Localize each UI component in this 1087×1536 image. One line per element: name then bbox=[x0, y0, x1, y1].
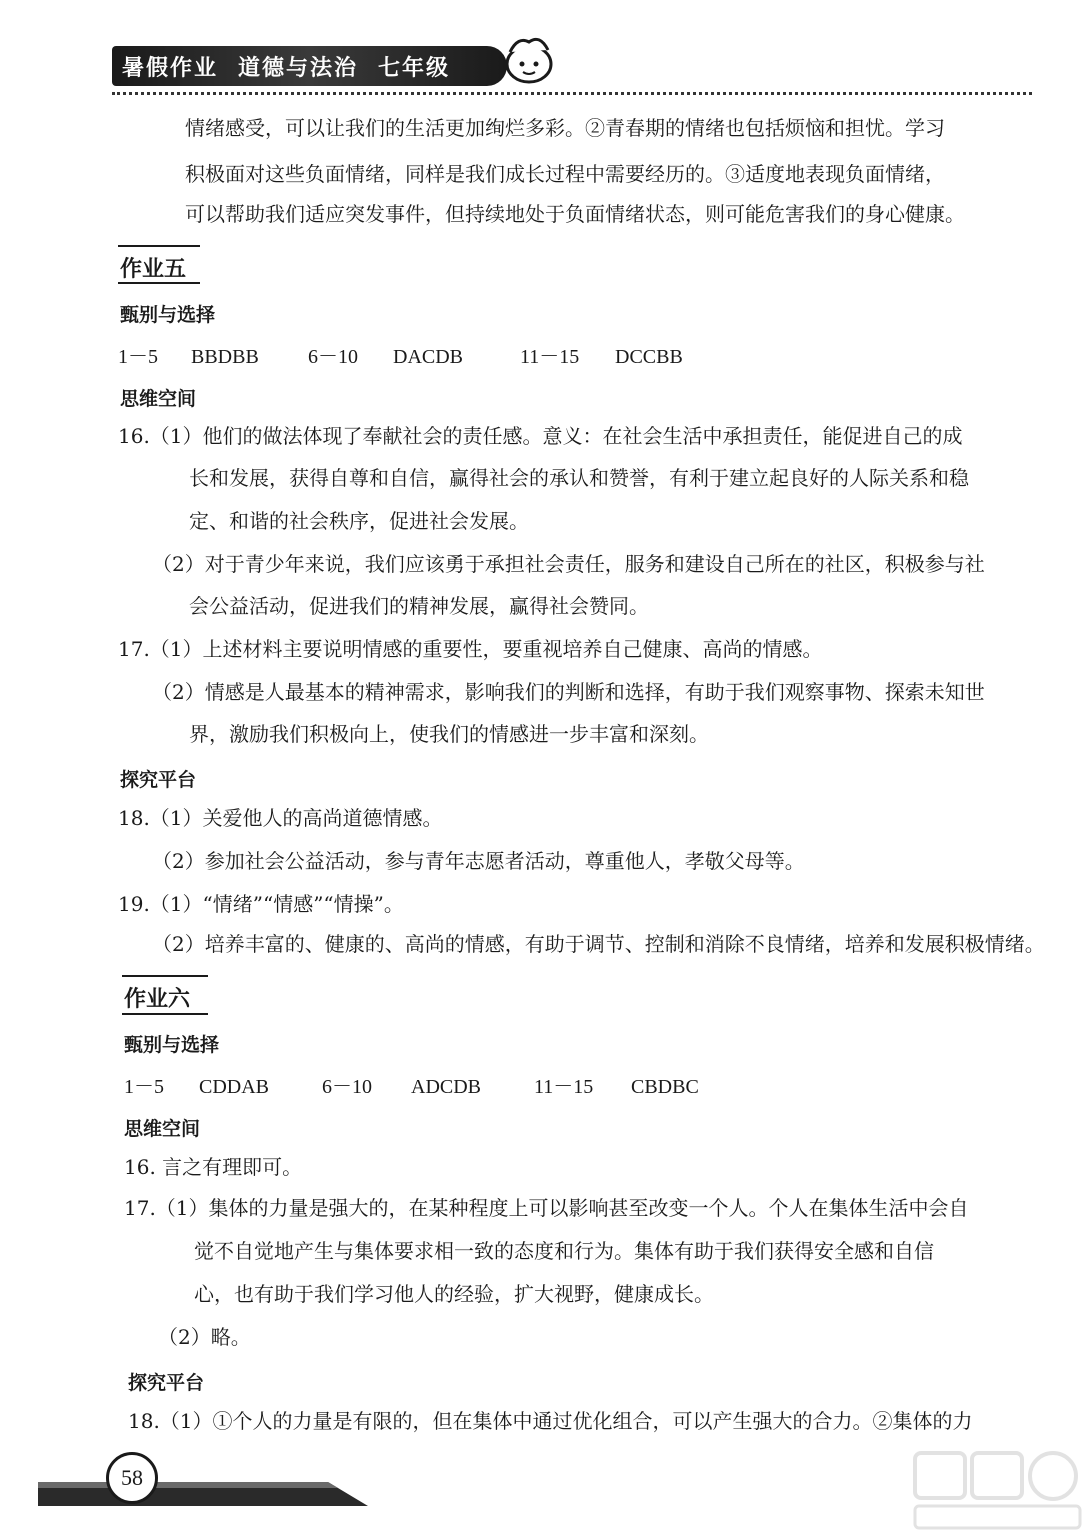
grade-title: 七年级 bbox=[378, 54, 451, 81]
hw5-rule-top bbox=[118, 245, 200, 247]
hw6-q17-1a: 17.（1）集体的力量是强大的，在某种程度上可以影响甚至改变一个人。个人在集体生活中会自 bbox=[124, 1196, 969, 1220]
hw6-answer-3: CBDBC bbox=[631, 1076, 699, 1098]
hw6-q17-2: （2）略。 bbox=[158, 1325, 251, 1349]
hw5-range-1: 1－5 bbox=[118, 346, 158, 368]
hw6-range-3: 11－15 bbox=[534, 1076, 594, 1098]
hw5-choice-heading: 甄别与选择 bbox=[120, 304, 216, 326]
hw6-q16: 16. 言之有理即可。 bbox=[124, 1155, 303, 1179]
hw5-answer-1: BBDBB bbox=[191, 346, 259, 368]
footer-bar bbox=[38, 1468, 368, 1510]
hw6-explore-heading: 探究平台 bbox=[128, 1372, 205, 1394]
hw6-rule-top bbox=[122, 975, 208, 977]
mascot-icon bbox=[500, 30, 558, 88]
hw5-q16-2b: 会公益活动，促进我们的精神发展，赢得社会赞同。 bbox=[189, 594, 649, 618]
hw5-thinking-heading: 思维空间 bbox=[120, 388, 197, 410]
hw5-q17-2a: （2）情感是人最基本的精神需求，影响我们的判断和选择，有助于我们观察事物、探索未知世 bbox=[152, 680, 985, 704]
hw5-answer-2: DACDB bbox=[393, 346, 464, 368]
header-banner bbox=[112, 46, 507, 86]
hw6-choice-answers bbox=[124, 1070, 699, 1099]
hw6-range-1: 1－5 bbox=[124, 1076, 164, 1098]
hw5-rule-bottom bbox=[118, 282, 200, 284]
hw6-rule-bottom bbox=[122, 1013, 208, 1015]
hw6-answer-2: ADCDB bbox=[411, 1076, 482, 1098]
hw5-q18-1: 18.（1）关爱他人的高尚道德情感。 bbox=[118, 806, 443, 830]
hw5-choice-answers bbox=[118, 340, 683, 369]
hw6-range-2: 6－10 bbox=[322, 1076, 372, 1098]
hw5-q16-1b: 长和发展，获得自尊和自信，赢得社会的承认和赞誉，有利于建立起良好的人际关系和稳 bbox=[189, 466, 969, 490]
carryover-line-2: 积极面对这些负面情绪，同样是我们成长过程中需要经历的。③适度地表现负面情绪， bbox=[185, 162, 945, 186]
hw5-q19-2: （2）培养丰富的、健康的、高尚的情感，有助于调节、控制和消除不良情绪，培养和发展积极情绪。 bbox=[152, 932, 1045, 956]
hw5-q16-2a: （2）对于青少年来说，我们应该勇于承担社会责任，服务和建设自己所在的社区，积极参与社 bbox=[152, 552, 985, 576]
page-number: 58 bbox=[106, 1452, 158, 1504]
hw5-q16-1c: 定、和谐的社会秩序，促进社会发展。 bbox=[189, 509, 529, 533]
hw5-q16-1a: 16.（1）他们的做法体现了奉献社会的责任感。意义：在社会生活中承担责任，能促进自己的成 bbox=[118, 424, 963, 448]
watermark-logo-icon bbox=[910, 1448, 1085, 1533]
hw5-q18-2: （2）参加社会公益活动，参与青年志愿者活动，尊重他人，孝敬父母等。 bbox=[152, 849, 805, 873]
hw6-answer-1: CDDAB bbox=[199, 1076, 270, 1098]
hw5-q19-1: 19.（1）“情绪”“情感”“情操”。 bbox=[118, 892, 404, 916]
carryover-line-1: 情绪感受，可以让我们的生活更加绚烂多彩。②青春期的情绪也包括烦恼和担忧。学习 bbox=[185, 116, 945, 140]
hw6-q17-1c: 心，也有助于我们学习他人的经验，扩大视野，健康成长。 bbox=[194, 1282, 714, 1306]
header-divider bbox=[112, 92, 1032, 95]
hw5-range-2: 6－10 bbox=[308, 346, 358, 368]
hw6-thinking-heading: 思维空间 bbox=[124, 1118, 201, 1140]
series-title: 暑假作业 bbox=[122, 54, 219, 81]
hw5-range-3: 11－15 bbox=[520, 346, 580, 368]
hw5-title: 作业五 bbox=[120, 257, 187, 282]
hw5-q17-2b: 界，激励我们积极向上，使我们的情感进一步丰富和深刻。 bbox=[189, 722, 709, 746]
hw5-answer-3: DCCBB bbox=[615, 346, 683, 368]
hw5-q17-1: 17.（1）上述材料主要说明情感的重要性，要重视培养自己健康、高尚的情感。 bbox=[118, 637, 823, 661]
hw6-q18-1: 18.（1）①个人的力量是有限的，但在集体中通过优化组合，可以产生强大的合力。②集体的力 bbox=[128, 1409, 973, 1433]
hw5-explore-heading: 探究平台 bbox=[120, 769, 197, 791]
hw6-title: 作业六 bbox=[124, 987, 191, 1012]
subject-title: 道德与法治 bbox=[238, 54, 359, 81]
hw6-choice-heading: 甄别与选择 bbox=[124, 1034, 220, 1056]
hw6-q17-1b: 觉不自觉地产生与集体要求相一致的态度和行为。集体有助于我们获得安全感和自信 bbox=[194, 1239, 934, 1263]
carryover-line-3: 可以帮助我们适应突发事件，但持续地处于负面情绪状态，则可能危害我们的身心健康。 bbox=[185, 202, 965, 226]
